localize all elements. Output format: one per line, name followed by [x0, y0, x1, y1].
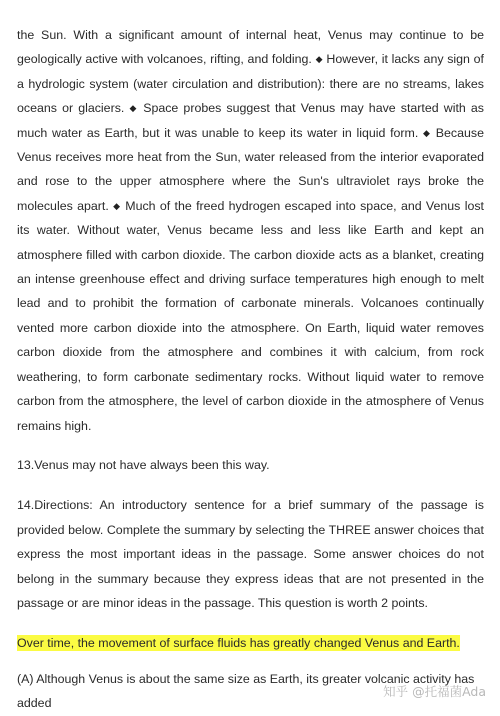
document-page [17, 0, 484, 716]
passage-sentence-2[interactable]: However, it lacks any sign of a hydrologic system (water circulation and distribution): there are no streams, lakes oceans or glaciers. [17, 52, 484, 116]
summary-intro-highlight: Over time, the movement of surface fluids has greatly changed Venus and Earth. [17, 636, 460, 651]
insert-marker-3[interactable]: ◆ [422, 127, 432, 138]
watermark: 知乎 @托福菌Ada [383, 684, 486, 699]
passage-sentence-5[interactable]: Much of the freed hydrogen escaped into space, and Venus lost its water. Without water, Venus became less and less like Earth and kept an atmosphere filled with carbon dioxide. The carbon dioxide acts as a blanket, creating an intense greenhouse effect and driving surface temperatures high enough to melt lead and to prohibit the formation of carbonate minerals. Volcanoes continually vented more carbon dioxide into the atmosphere. On Earth, liquid water removes carbon dioxide from the atmosphere and combines it with calcium, from rock weathering, to form carbonate sedimentary rocks. Without liquid water to remove carbon from the atmosphere, the level of carbon dioxide in the atmosphere of Venus remains high. [17, 198, 484, 433]
passage-sentence-1[interactable]: the Sun. With a significant amount of internal heat, Venus may continue to be geologically active with volcanoes, rifting, and folding. [17, 28, 484, 67]
passage-sentence-4[interactable]: Because Venus receives more heat from the Sun, water released from the interior evaporated and rose to the upper atmosphere where the Sun's ultraviolet rays broke the molecules apart. [17, 125, 485, 213]
question-14-directions: 14.Directions: An introductory sentence for a brief summary of the passage is provided below. Complete the summary by selecting the THREE answer choices that express the most important ideas in the passage. Some answer choices do not belong in the summary because they express ideas that are not presented in the passage or are minor ideas in the passage. This question is worth 2 points. [17, 498, 484, 610]
question-13: 13.Venus may not have always been this way. [17, 457, 270, 472]
insert-marker-2[interactable]: ◆ [129, 103, 139, 114]
answer-choice-a[interactable]: (A) Although Venus is about the same size as Earth, its greater volcanic activity has added [17, 671, 475, 711]
insert-marker-1[interactable]: ◆ [315, 54, 323, 65]
passage-sentence-3[interactable]: Space probes suggest that Venus may have started with as much water as Earth, but it was unable to keep its water in liquid form. [17, 101, 485, 140]
insert-marker-4[interactable]: ◆ [113, 200, 121, 211]
summary-intro [17, 631, 484, 655]
passage-paragraph [17, 0, 484, 438]
